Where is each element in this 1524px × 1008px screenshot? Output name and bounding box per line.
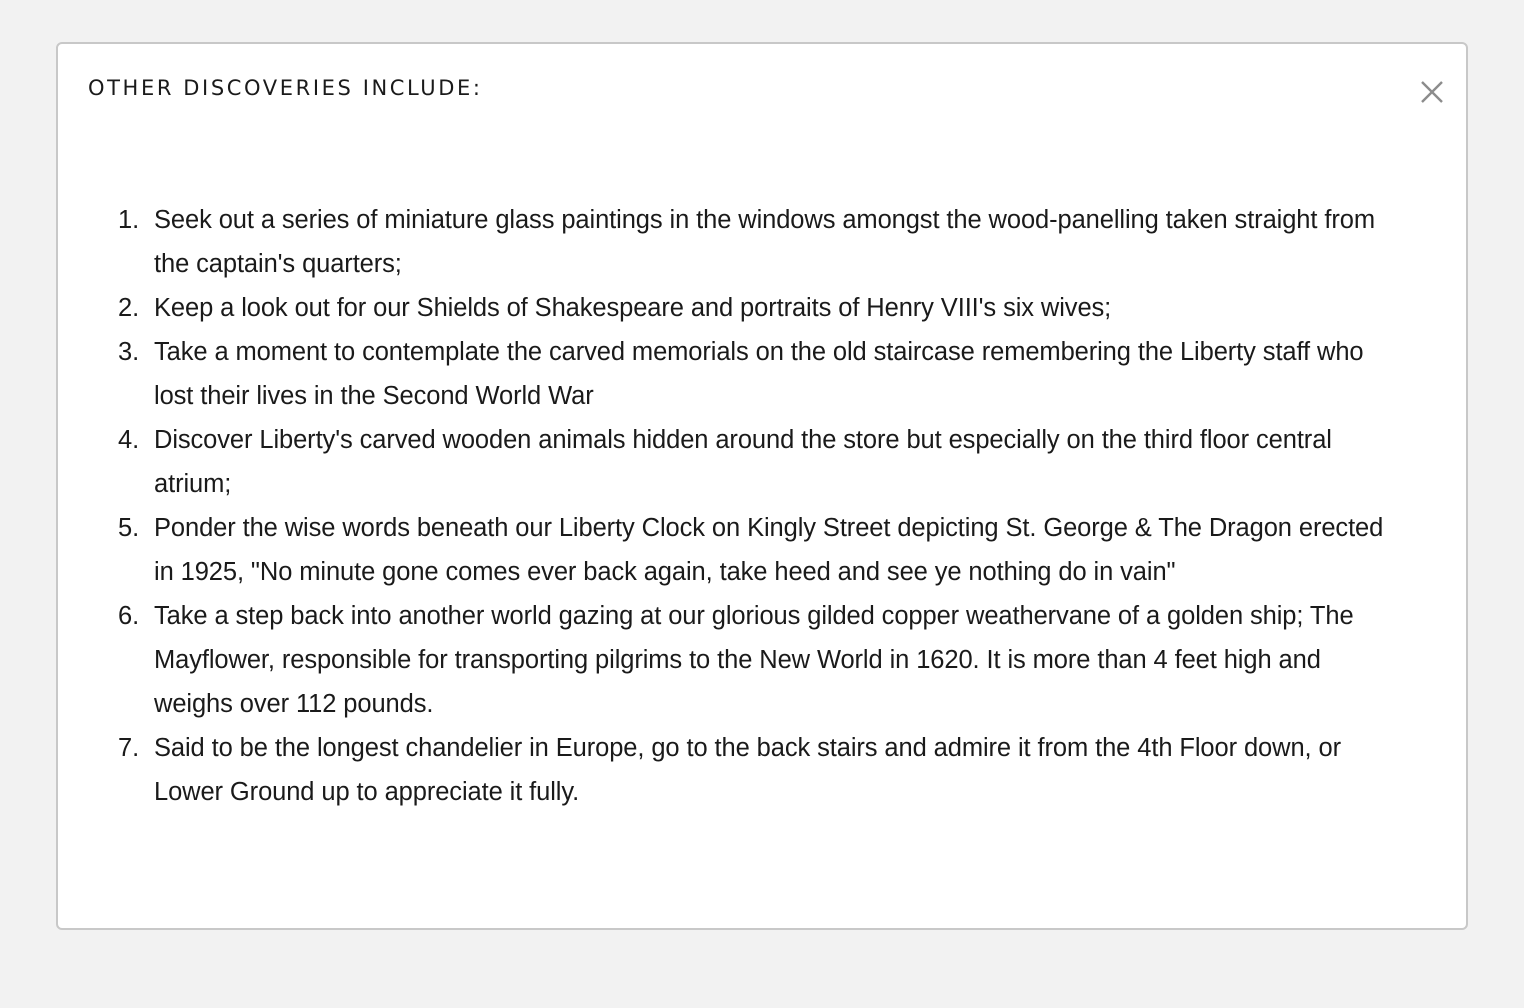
list-item-number: 5.: [118, 514, 140, 542]
list-item-number: 4.: [118, 426, 140, 454]
list-item-text: Seek out a series of miniature glass paintings in the windows amongst the wood-panelling taken straight from the captain's quarters;: [154, 206, 1375, 278]
list-item-number: 3.: [118, 338, 140, 366]
list-item-number: 2.: [118, 294, 140, 322]
list-item: [118, 330, 1404, 418]
list-item-number: 7.: [118, 734, 140, 762]
list-item-text: Keep a look out for our Shields of Shakespeare and portraits of Henry VIII's six wives;: [154, 294, 1112, 322]
close-icon: [1418, 78, 1446, 106]
list-item-text: Discover Liberty's carved wooden animals hidden around the store but especially on the third floor central atrium;: [154, 426, 1332, 498]
discoveries-list: [118, 198, 1404, 814]
list-item: [118, 726, 1404, 814]
close-button[interactable]: [1418, 78, 1446, 106]
list-item: [118, 198, 1404, 286]
list-item-number: 6.: [118, 602, 140, 630]
list-item-text: Said to be the longest chandelier in Europe, go to the back stairs and admire it from the 4th Floor down, or Lower Ground up to appreciate it fully.: [154, 734, 1341, 806]
list-item-text: Take a step back into another world gazing at our glorious gilded copper weathervane of a golden ship; The Mayflower, responsible for transporting pilgrims to the New World in 1620. It is more than 4 feet high and weighs over 112 pounds.: [154, 602, 1354, 718]
list-item-text: Ponder the wise words beneath our Liberty Clock on Kingly Street depicting St. George & The Dragon erected in 1925, "No minute gone comes ever back again, take heed and see ye nothing do in vain": [154, 514, 1384, 586]
list-item: [118, 594, 1404, 726]
discoveries-modal: [56, 42, 1468, 930]
list-item: [118, 418, 1404, 506]
list-item-text: Take a moment to contemplate the carved memorials on the old staircase remembering the Liberty staff who lost their lives in the Second World War: [154, 338, 1364, 410]
list-item-number: 1.: [118, 206, 140, 234]
list-item: [118, 286, 1404, 330]
list-item: [118, 506, 1404, 594]
modal-title: OTHER DISCOVERIES INCLUDE:: [88, 76, 483, 100]
